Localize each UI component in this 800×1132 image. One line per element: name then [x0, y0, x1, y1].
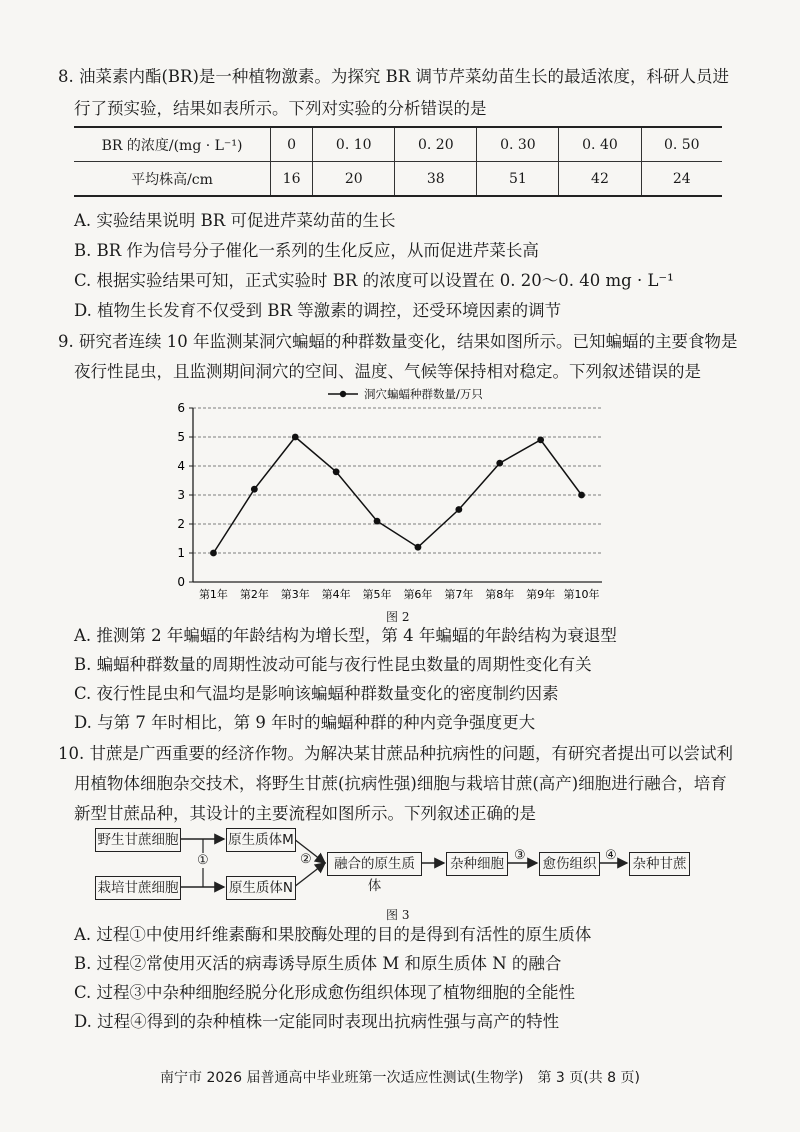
data-point [496, 460, 503, 467]
step4-label: ④ [605, 848, 617, 863]
x-tick-label: 第8年 [485, 588, 515, 601]
data-point [210, 550, 217, 557]
table-cell: 0. 50 [641, 127, 722, 162]
step3-label: ③ [514, 848, 526, 863]
x-tick-label: 第10年 [563, 588, 600, 601]
page-footer: 南宁市 2026 届普通高中毕业班第一次适应性测试(生物学) 第 3 页(共 8 页) [160, 1070, 640, 1086]
cultivated-cell-box: 栽培甘蔗细胞 [95, 876, 181, 900]
q10-option-c: C. 过程③中杂种细胞经脱分化形成愈伤组织体现了植物细胞的全能性 [74, 983, 576, 1002]
q9-option-a: A. 推测第 2 年蝙蝠的年龄结构为增长型，第 4 年蝙蝠的年龄结构为衰退型 [74, 626, 617, 645]
legend-label: 洞穴蝙蝠种群数量/万只 [364, 387, 483, 401]
x-tick-label: 第3年 [280, 588, 310, 601]
table-cell: 16 [271, 162, 313, 197]
q9-stem-line1: 9. 研究者连续 10 年监测某洞穴蝙蝠的种群数量变化，结果如图所示。已知蝙蝠的主要食物是 [58, 332, 738, 351]
q10-stem-line1: 10. 甘蔗是广西重要的经济作物。为解决某甘蔗品种抗病性的问题，有研究者提出可以尝试利 [58, 744, 733, 763]
x-tick-label: 第2年 [239, 588, 269, 601]
bat-population-chart [150, 384, 620, 604]
x-tick-label: 第6年 [403, 588, 433, 601]
data-point [415, 544, 422, 551]
protoplast-m-box: 原生质体M [226, 828, 296, 852]
figure-3-caption: 图 3 [386, 908, 410, 922]
figure-2-caption: 图 2 [386, 610, 410, 624]
chart-grid [193, 408, 602, 553]
x-tick-label: 第7年 [444, 588, 474, 601]
q8-stem-line1: 8. 油菜素内酯(BR)是一种植物激素。为探究 BR 调节芹菜幼苗生长的最适浓度，科研人员进 [58, 67, 729, 86]
data-point [333, 468, 340, 475]
q10-stem-line2: 用植物体细胞杂交技术，将野生甘蔗(抗病性强)细胞与栽培甘蔗(高产)细胞进行融合，培育 [74, 774, 727, 793]
table-cell: 20 [313, 162, 395, 197]
protoplast-n-box: 原生质体N [226, 876, 296, 900]
table-cell: 0. 40 [559, 127, 641, 162]
chart-legend [328, 387, 483, 401]
data-point [374, 518, 381, 525]
callus-box: 愈伤组织 [539, 852, 600, 876]
step2-label: ② [300, 852, 312, 867]
q10-option-a: A. 过程①中使用纤维素酶和果胶酶处理的目的是得到有活性的原生质体 [74, 925, 592, 944]
q10-option-d: D. 过程④得到的杂种植株一定能同时表现出抗病性强与高产的特性 [74, 1012, 560, 1031]
step1-label: ① [197, 853, 209, 868]
y-tick-label: 1 [177, 546, 185, 560]
table-header-height: 平均株高/cm [74, 162, 271, 197]
table-row [74, 162, 722, 197]
data-point [578, 492, 585, 499]
hybrid-sugarcane-box: 杂种甘蔗 [629, 852, 690, 876]
table-cell: 42 [559, 162, 641, 197]
q10-stem-line3: 新型甘蔗品种，其设计的主要流程如图所示。下列叙述正确的是 [74, 804, 536, 823]
data-point [455, 506, 462, 513]
wild-cell-box: 野生甘蔗细胞 [95, 828, 181, 852]
q8-stem-line2: 行了预实验，结果如表所示。下列对实验的分析错误的是 [74, 99, 487, 118]
q8-option-c: C. 根据实验结果可知，正式实验时 BR 的浓度可以设置在 0. 20～0. 40 mg · L⁻¹ [74, 271, 674, 290]
data-point [251, 486, 258, 493]
table-cell: 24 [641, 162, 722, 197]
q8-option-b: B. BR 作为信号分子催化一系列的生化反应，从而促进芹菜长高 [74, 241, 539, 260]
q9-stem-line2: 夜行性昆虫，且监测期间洞穴的空间、温度、气候等保持相对稳定。下列叙述错误的是 [74, 362, 701, 381]
y-tick-label: 6 [177, 401, 185, 415]
x-tick-label: 第4年 [321, 588, 351, 601]
table-cell: 0. 30 [477, 127, 559, 162]
y-tick-label: 4 [177, 459, 185, 473]
table-cell: 51 [477, 162, 559, 197]
q8-option-a: A. 实验结果说明 BR 可促进芹菜幼苗的生长 [74, 211, 396, 230]
x-tick-label: 第1年 [198, 588, 228, 601]
hybrid-cell-box: 杂种细胞 [446, 852, 508, 876]
q8-option-d: D. 植物生长发育不仅受到 BR 等激素的调控，还受环境因素的调节 [74, 301, 562, 320]
y-tick-label: 5 [177, 430, 185, 444]
table-cell: 38 [395, 162, 477, 197]
table-row [74, 127, 722, 162]
data-point [292, 434, 299, 441]
y-tick-label: 3 [177, 488, 185, 502]
br-data-table [74, 126, 722, 197]
table-cell: 0. 20 [395, 127, 477, 162]
fused-protoplast-box: 融合的原生质体 [327, 852, 422, 876]
data-point [537, 437, 544, 444]
table-cell: 0 [271, 127, 313, 162]
legend-marker [340, 391, 346, 397]
x-tick-label: 第5年 [362, 588, 392, 601]
y-tick-label: 0 [177, 575, 185, 589]
x-tick-labels [199, 587, 600, 601]
q9-option-b: B. 蝙蝠种群数量的周期性波动可能与夜行性昆虫数量的周期性变化有关 [74, 655, 592, 674]
table-cell: 0. 10 [313, 127, 395, 162]
table-header-concentration: BR 的浓度/(mg · L⁻¹) [74, 127, 271, 162]
y-tick-labels [177, 401, 193, 589]
q9-option-c: C. 夜行性昆虫和气温均是影响该蝙蝠种群数量变化的密度制约因素 [74, 684, 559, 703]
x-tick-label: 第9年 [526, 588, 556, 601]
q9-option-d: D. 与第 7 年时相比，第 9 年时的蝙蝠种群的种内竞争强度更大 [74, 713, 536, 732]
y-tick-label: 2 [177, 517, 185, 531]
q10-option-b: B. 过程②常使用灭活的病毒诱导原生质体 M 和原生质体 N 的融合 [74, 954, 562, 973]
